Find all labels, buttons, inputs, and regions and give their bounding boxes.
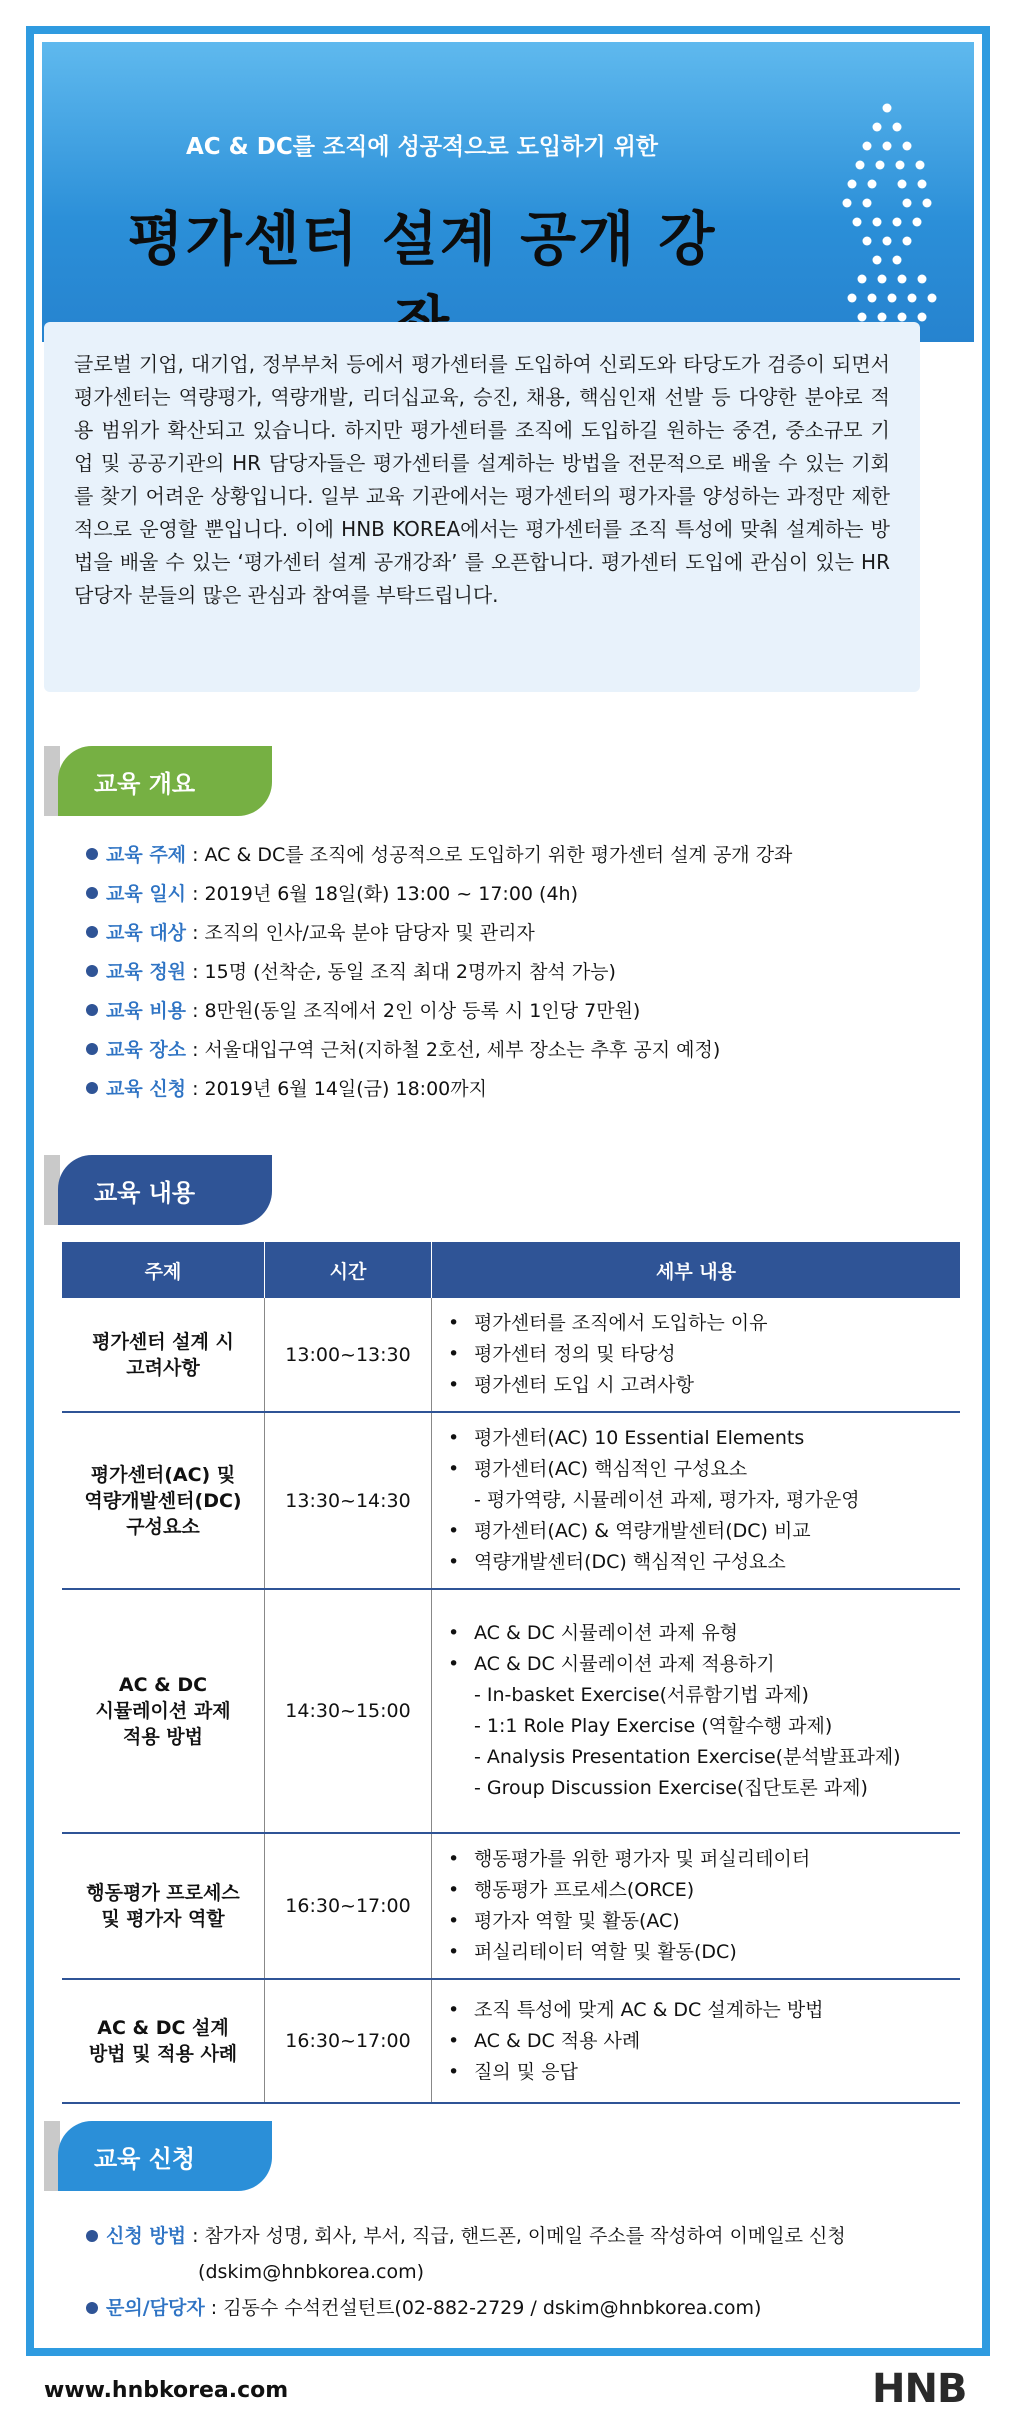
topic-line: 방법 및 적용 사례 xyxy=(88,2043,238,2065)
topic-line: 적용 방법 xyxy=(122,1726,204,1748)
bullet-icon xyxy=(86,1082,98,1094)
section-title-apply: 교육 신청 xyxy=(58,2121,272,2191)
detail-item xyxy=(448,1516,950,1547)
detail-item xyxy=(448,1454,950,1485)
dot-shape xyxy=(918,275,927,284)
topic-line: 평가센터(AC) 및 xyxy=(90,1463,236,1486)
table-row xyxy=(62,1979,960,2103)
time-cell: 13:00~13:30 xyxy=(265,1298,432,1412)
dot-shape xyxy=(928,294,937,303)
banner-subtitle: AC & DC를 조직에 성공적으로 도입하기 위한 xyxy=(185,134,659,160)
detail-item xyxy=(448,1844,950,1875)
header-banner xyxy=(42,42,974,342)
time-cell: 13:30~14:30 xyxy=(265,1412,432,1589)
overview-value: : 15명 (선착순, 동일 조직 최대 2명까지 참석 가능) xyxy=(186,961,616,983)
overview-value: : 서울대입구역 근처(지하철 2호선, 세부 장소는 추후 공지 예정) xyxy=(186,1039,721,1061)
detail-text: 역량개발센터(DC) 핵심적인 구성요소 xyxy=(474,1551,786,1573)
section-tab-apply xyxy=(44,2121,274,2191)
topic-line: 평가센터 설계 시 xyxy=(92,1330,234,1353)
detail-text: 평가센터(AC) 핵심적인 구성요소 xyxy=(474,1458,748,1480)
banner-title: 평가센터 설계 공개 강 xyxy=(127,205,717,273)
time-cell: 16:30~17:00 xyxy=(265,1833,432,1979)
apply-value: : 김동수 수석컨설턴트(02-882-2729 / dskim@hnbkorea.com) xyxy=(204,2297,762,2319)
hnb-logo: HNB xyxy=(872,2366,967,2412)
detail-item xyxy=(448,1370,950,1401)
dots-arrow-icon xyxy=(832,98,942,348)
schedule-table xyxy=(62,1242,960,2104)
detail-cell xyxy=(432,1833,961,1979)
dot-shape xyxy=(898,180,907,189)
detail-cell xyxy=(432,1412,961,1589)
topic-line: 시뮬레이션 과제 xyxy=(95,1700,231,1722)
topic-cell xyxy=(62,1979,265,2103)
topic-line: AC & DC xyxy=(118,1674,208,1696)
dot-shape xyxy=(898,275,907,284)
bullet-icon xyxy=(86,2230,98,2242)
table-row xyxy=(62,1412,960,1589)
detail-item xyxy=(448,1339,950,1370)
overview-label: 교육 정원 xyxy=(106,961,187,983)
footer-url[interactable]: www.hnbkorea.com xyxy=(44,2378,289,2403)
topic-line: 및 평가자 역할 xyxy=(101,1908,225,1930)
detail-item xyxy=(448,2057,950,2088)
overview-label: 교육 주제 xyxy=(106,844,187,866)
table-row xyxy=(62,1589,960,1833)
dot-shape xyxy=(858,313,867,322)
dot-shape xyxy=(853,218,862,227)
overview-value: : AC & DC를 조직에 성공적으로 도입하기 위한 평가센터 설계 공개 강좌 xyxy=(186,844,793,866)
dot-shape xyxy=(883,237,892,246)
dot-shape xyxy=(843,199,852,208)
dot-shape xyxy=(868,180,877,189)
dot-shape xyxy=(863,199,872,208)
dot-shape xyxy=(888,294,897,303)
detail-item xyxy=(448,1875,950,1906)
dot-shape xyxy=(893,123,902,132)
dot-shape xyxy=(893,256,902,265)
dot-shape xyxy=(856,161,865,170)
detail-item xyxy=(448,1649,950,1680)
overview-label: 교육 일시 xyxy=(106,883,187,905)
intro-paragraph: 글로벌 기업, 대기업, 정부부처 등에서 평가센터를 도입하여 신뢰도와 타당도가 검증이 되면서 평가센터는 역량평가, 역량개발, 리더십교육, 승진, 채용, 핵심인재 선발 등 다양한 분야로 적용 범위가 확산되고 있습니다. 하지만 평가센터를 조직에 도입하길 원하는 중견, 중소규모 기업 및 공공기관의 HR 담당자들은 평가센터를 설계하는 방법을 전문적으로 배울 수 있는 기회를 찾기 어려운 상황입니다. 일부 교육 기관에서는 평가센터의 평가자를 양성하는 과정만 제한적으로 운영할 뿐입니다. 이에 HNB KOREA에서는 평가센터를 조직 특성에 맞춰 설계하는 방법을 배울 수 있는 ‘평가센터 설계 공개강좌’ 를 오픈합니다. 평가센터 도입에 관심이 있는 HR담당자 분들의 많은 관심과 참여를 부탁드립니다. xyxy=(44,322,920,692)
detail-cell xyxy=(432,1589,961,1833)
apply-item xyxy=(86,2218,966,2290)
detail-subitem xyxy=(448,1773,950,1804)
bullet-icon xyxy=(86,1043,98,1055)
detail-text: - Analysis Presentation Exercise(분석발표과제) xyxy=(474,1746,901,1768)
overview-item xyxy=(86,912,946,951)
dot-shape xyxy=(848,180,857,189)
bullet-icon xyxy=(86,965,98,977)
dot-shape xyxy=(918,313,927,322)
overview-label: 교육 신청 xyxy=(106,1078,187,1100)
section-title-content: 교육 내용 xyxy=(58,1155,272,1225)
detail-subitem xyxy=(448,1485,950,1516)
detail-text: - 1:1 Role Play Exercise (역할수행 과제) xyxy=(474,1715,833,1737)
bullet-icon xyxy=(86,2302,98,2314)
detail-text: - Group Discussion Exercise(집단토론 과제) xyxy=(474,1777,868,1799)
dot-shape xyxy=(868,294,877,303)
detail-text: AC & DC 적용 사례 xyxy=(474,2029,641,2052)
detail-text: 질의 및 응답 xyxy=(474,2060,578,2083)
apply-label: 신청 방법 xyxy=(106,2225,187,2247)
dot-shape xyxy=(863,237,872,246)
overview-label: 교육 대상 xyxy=(106,922,187,944)
detail-text: 행동평가 프로세스(ORCE) xyxy=(474,1879,695,1901)
dot-shape xyxy=(876,161,885,170)
detail-item xyxy=(448,1995,950,2026)
section-tab-overview xyxy=(44,746,274,816)
detail-text: 평가센터 정의 및 타당성 xyxy=(474,1343,676,1365)
topic-line: 행동평가 프로세스 xyxy=(86,1882,240,1904)
time-cell: 16:30~17:00 xyxy=(265,1979,432,2103)
dot-shape xyxy=(916,161,925,170)
apply-list xyxy=(86,2218,966,2326)
section-title-overview: 교육 개요 xyxy=(58,746,272,816)
dot-shape xyxy=(903,199,912,208)
overview-item xyxy=(86,990,946,1029)
detail-text: 평가센터 도입 시 고려사항 xyxy=(474,1374,695,1396)
dot-shape xyxy=(923,199,932,208)
detail-subitem xyxy=(448,1680,950,1711)
topic-cell xyxy=(62,1298,265,1412)
dot-shape xyxy=(913,218,922,227)
overview-item xyxy=(86,873,946,912)
topic-line: AC & DC 설계 xyxy=(97,2017,229,2039)
apply-value-wrap xyxy=(205,2290,762,2326)
detail-text: AC & DC 시뮬레이션 과제 유형 xyxy=(474,1622,739,1644)
apply-value-wrap xyxy=(186,2218,846,2290)
dot-shape xyxy=(883,142,892,151)
overview-value: : 2019년 6월 14일(금) 18:00까지 xyxy=(186,1078,487,1100)
apply-item xyxy=(86,2290,966,2326)
detail-text: - In-basket Exercise(서류함기법 과제) xyxy=(474,1684,809,1706)
overview-label: 교육 장소 xyxy=(106,1039,187,1061)
detail-text: 행동평가를 위한 평가자 및 퍼실리테이터 xyxy=(474,1848,811,1870)
detail-subitem xyxy=(448,1711,950,1742)
dot-shape xyxy=(896,161,905,170)
overview-item xyxy=(86,1029,946,1068)
section-tab-content xyxy=(44,1155,274,1225)
apply-email-link[interactable]: (dskim@hnbkorea.com) xyxy=(198,2261,425,2283)
detail-text: 평가센터를 조직에서 도입하는 이유 xyxy=(474,1312,768,1334)
overview-value: : 조직의 인사/교육 분야 담당자 및 관리자 xyxy=(186,922,535,944)
dot-shape xyxy=(873,123,882,132)
detail-item xyxy=(448,2026,950,2057)
detail-item xyxy=(448,1906,950,1937)
topic-cell xyxy=(62,1589,265,1833)
detail-item xyxy=(448,1547,950,1578)
dot-shape xyxy=(873,218,882,227)
bullet-icon xyxy=(86,887,98,899)
dot-shape xyxy=(898,313,907,322)
detail-text: 퍼실리테이터 역할 및 활동(DC) xyxy=(474,1941,737,1963)
detail-cell xyxy=(432,1298,961,1412)
table-header-row xyxy=(62,1242,960,1298)
dot-shape xyxy=(873,256,882,265)
overview-list xyxy=(86,834,946,1107)
topic-line: 고려사항 xyxy=(126,1356,200,1379)
dot-shape xyxy=(863,142,872,151)
bullet-icon xyxy=(86,1004,98,1016)
dot-shape xyxy=(918,180,927,189)
dot-shape xyxy=(848,294,857,303)
detail-item xyxy=(448,1937,950,1968)
detail-text: 조직 특성에 맞게 AC & DC 설계하는 방법 xyxy=(474,1998,824,2021)
time-cell: 14:30~15:00 xyxy=(265,1589,432,1833)
detail-text: 평가센터(AC) 10 Essential Elements xyxy=(474,1427,805,1449)
detail-subitem xyxy=(448,1742,950,1773)
overview-value: : 8만원(동일 조직에서 2인 이상 등록 시 1인당 7만원) xyxy=(186,1000,641,1022)
detail-text: 평가자 역할 및 활동(AC) xyxy=(474,1910,680,1932)
dot-shape xyxy=(878,313,887,322)
detail-text: AC & DC 시뮬레이션 과제 적용하기 xyxy=(474,1653,775,1675)
bullet-icon xyxy=(86,848,98,860)
detail-item xyxy=(448,1618,950,1649)
dot-shape xyxy=(893,218,902,227)
dot-shape xyxy=(903,142,912,151)
topic-line: 역량개발센터(DC) xyxy=(84,1489,242,1512)
detail-cell xyxy=(432,1979,961,2103)
apply-value: : 참가자 성명, 회사, 부서, 직급, 핸드폰, 이메일 주소를 작성하여 이메일로 신청 xyxy=(186,2225,846,2247)
overview-label: 교육 비용 xyxy=(106,1000,187,1022)
dot-shape xyxy=(858,275,867,284)
apply-label: 문의/담당자 xyxy=(106,2297,205,2319)
overview-item xyxy=(86,1068,946,1107)
header-topic: 주제 xyxy=(62,1242,265,1298)
dot-shape xyxy=(903,237,912,246)
detail-text: - 평가역량, 시뮬레이션 과제, 평가자, 평가운영 xyxy=(474,1489,860,1511)
detail-item xyxy=(448,1308,950,1339)
table-row xyxy=(62,1833,960,1979)
dot-shape xyxy=(878,275,887,284)
detail-item xyxy=(448,1423,950,1454)
overview-value: : 2019년 6월 18일(화) 13:00 ~ 17:00 (4h) xyxy=(186,883,578,905)
header-time: 시간 xyxy=(265,1242,432,1298)
topic-cell xyxy=(62,1412,265,1589)
header-detail: 세부 내용 xyxy=(432,1242,961,1298)
detail-text: 평가센터(AC) & 역량개발센터(DC) 비교 xyxy=(474,1520,811,1542)
bullet-icon xyxy=(86,926,98,938)
overview-item xyxy=(86,951,946,990)
table-row xyxy=(62,1298,960,1412)
dot-shape xyxy=(908,294,917,303)
topic-cell xyxy=(62,1833,265,1979)
overview-item xyxy=(86,834,946,873)
dot-shape xyxy=(883,104,892,113)
topic-line: 구성요소 xyxy=(126,1515,200,1538)
